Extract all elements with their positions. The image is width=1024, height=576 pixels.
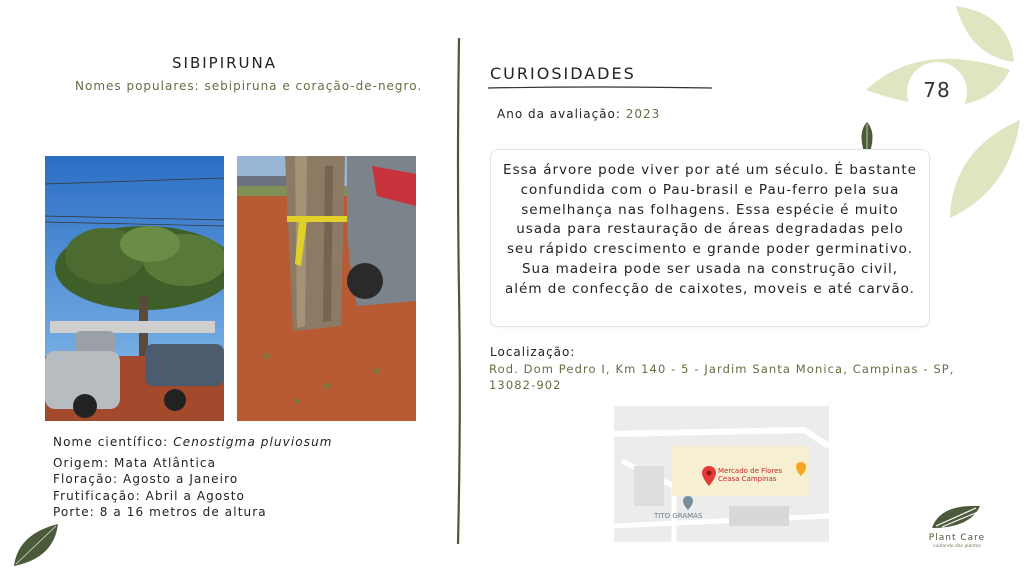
scientific-name-value: Cenostigma pluviosum [173,435,333,449]
map-marker-label-line1: Mercado de Flores [718,467,783,475]
tree-details [53,434,333,521]
evaluation-year [497,107,660,121]
brand-name: Plant Care [928,533,986,543]
evaluation-year-label: Ano da avaliação: [497,107,626,121]
flowering: Floração: Agosto a Janeiro [53,472,239,486]
tree-photo [45,156,224,421]
curiosities-title: CURIOSIDADES [490,64,636,83]
location-map[interactable] [614,406,829,542]
map-marker-icon[interactable] [702,466,716,486]
map-poi-icon[interactable] [796,462,806,476]
map-marker-label-line2: Ceasa Campinas [718,475,777,483]
title-underline [488,85,712,91]
popular-names: Nomes populares: sebipiruna e coração-de-negro. [75,79,423,93]
brand-tagline: cuidando das plantas [932,544,982,549]
map-marker-label [718,467,782,483]
page-number: 78 [923,78,951,102]
map-secondary-label: TITO GRAMAS [654,512,703,520]
leaf-corner-icon [12,522,60,568]
address: Rod. Dom Pedro I, Km 140 - 5 - Jardim Santa Monica, Campinas - SP, 13082-902 [489,362,955,392]
fruiting: Frutificação: Abril a Agosto [53,488,245,503]
column-divider [454,38,464,544]
species-title: SIBIPIRUNA [172,54,278,72]
scientific-name [53,434,333,451]
scientific-name-label: Nome científico: [53,435,174,449]
map-secondary-marker-icon[interactable] [683,496,693,510]
origin: Origem: Mata Atlântica [53,455,217,470]
curiosity-text: Essa árvore pode viver por até um século. É bastante confundida com o Pau-brasil e Pau-ferro pela sua semelhança nas folhagens. Essa espécie é muito usada para restauração de áreas degradadas pelo seu rápido crescimento e grande poder germinativo. Sua madeira pode ser usada na construção civil, além de confecção de caixotes, moveis e até carvão. [503,162,917,297]
size: Porte: 8 a 16 metros de altura [53,505,267,519]
evaluation-year-value: 2023 [625,107,661,121]
trunk-photo [237,156,416,421]
location-label: Localização: [490,345,576,359]
plant-care-logo-icon [930,502,982,532]
